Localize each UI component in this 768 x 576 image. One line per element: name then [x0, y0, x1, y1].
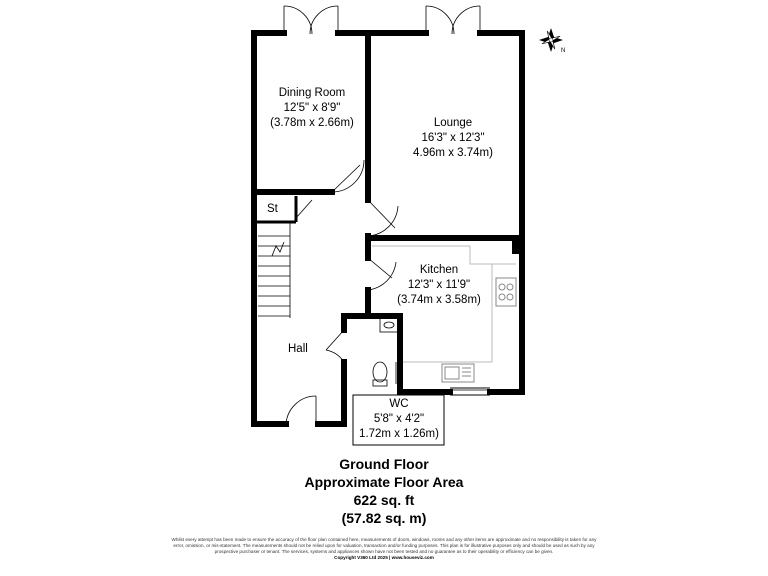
room-label-dining — [262, 86, 362, 131]
room-label-wc — [354, 397, 444, 442]
summary-floor: Ground Floor — [339, 456, 429, 472]
copyright: Copyright V360 Ltd 2025 | www.houseviz.com — [334, 555, 434, 560]
disclaimer — [170, 537, 598, 561]
wc-name: WC — [389, 398, 409, 410]
windows — [450, 388, 490, 395]
lounge-name: Lounge — [433, 117, 473, 129]
doors — [284, 6, 490, 426]
dining-metric: (3.78m x 2.66m) — [270, 117, 354, 129]
lounge-metric: 4.96m x 3.74m) — [413, 147, 493, 159]
staircase — [258, 222, 290, 318]
dining-name: Dining Room — [278, 87, 346, 99]
summary-sqft: 622 sq. ft — [353, 492, 415, 508]
summary-title: Approximate Floor Area — [304, 474, 464, 490]
disclaimer-text: Whilst every attempt has been made to ensure the accuracy of the floor plan contained here, measurements of doors, windows, rooms and any other items are approximate and no responsibility is taken for any error, omission, or mis-statement. The measurements should not be relied upon for valuation, transaction and/or funding purposes. This plan is for illustrative purposes only and should be used as such by any prospective purchaser or tenant. The services, systems and appliances shown have not been tested and no guarantee as to their operability or efficiency can be given. — [171, 537, 597, 554]
wc-imperial: 5'8" x 4'2" — [373, 413, 425, 425]
wc-metric: 1.72m x 1.26m) — [359, 428, 439, 440]
kitchen-imperial: 12'3" x 11'9" — [407, 279, 471, 291]
kitchen-name: Kitchen — [419, 264, 459, 276]
floor-area-summary — [0, 455, 768, 527]
room-label-lounge — [398, 116, 508, 161]
summary-sqm: (57.82 sq. m) — [341, 510, 427, 526]
column — [512, 238, 524, 254]
room-label-store: St — [267, 203, 278, 215]
dining-imperial: 12'5" x 8'9" — [283, 102, 341, 114]
lounge-imperial: 16'3" x 12'3" — [421, 132, 485, 144]
compass-icon — [539, 28, 566, 54]
kitchen-metric: (3.74m x 3.58m) — [397, 294, 481, 306]
compass-label: N — [561, 48, 566, 54]
room-label-kitchen — [386, 263, 492, 308]
room-label-hall: Hall — [288, 343, 308, 355]
wc-fittings — [373, 318, 398, 386]
